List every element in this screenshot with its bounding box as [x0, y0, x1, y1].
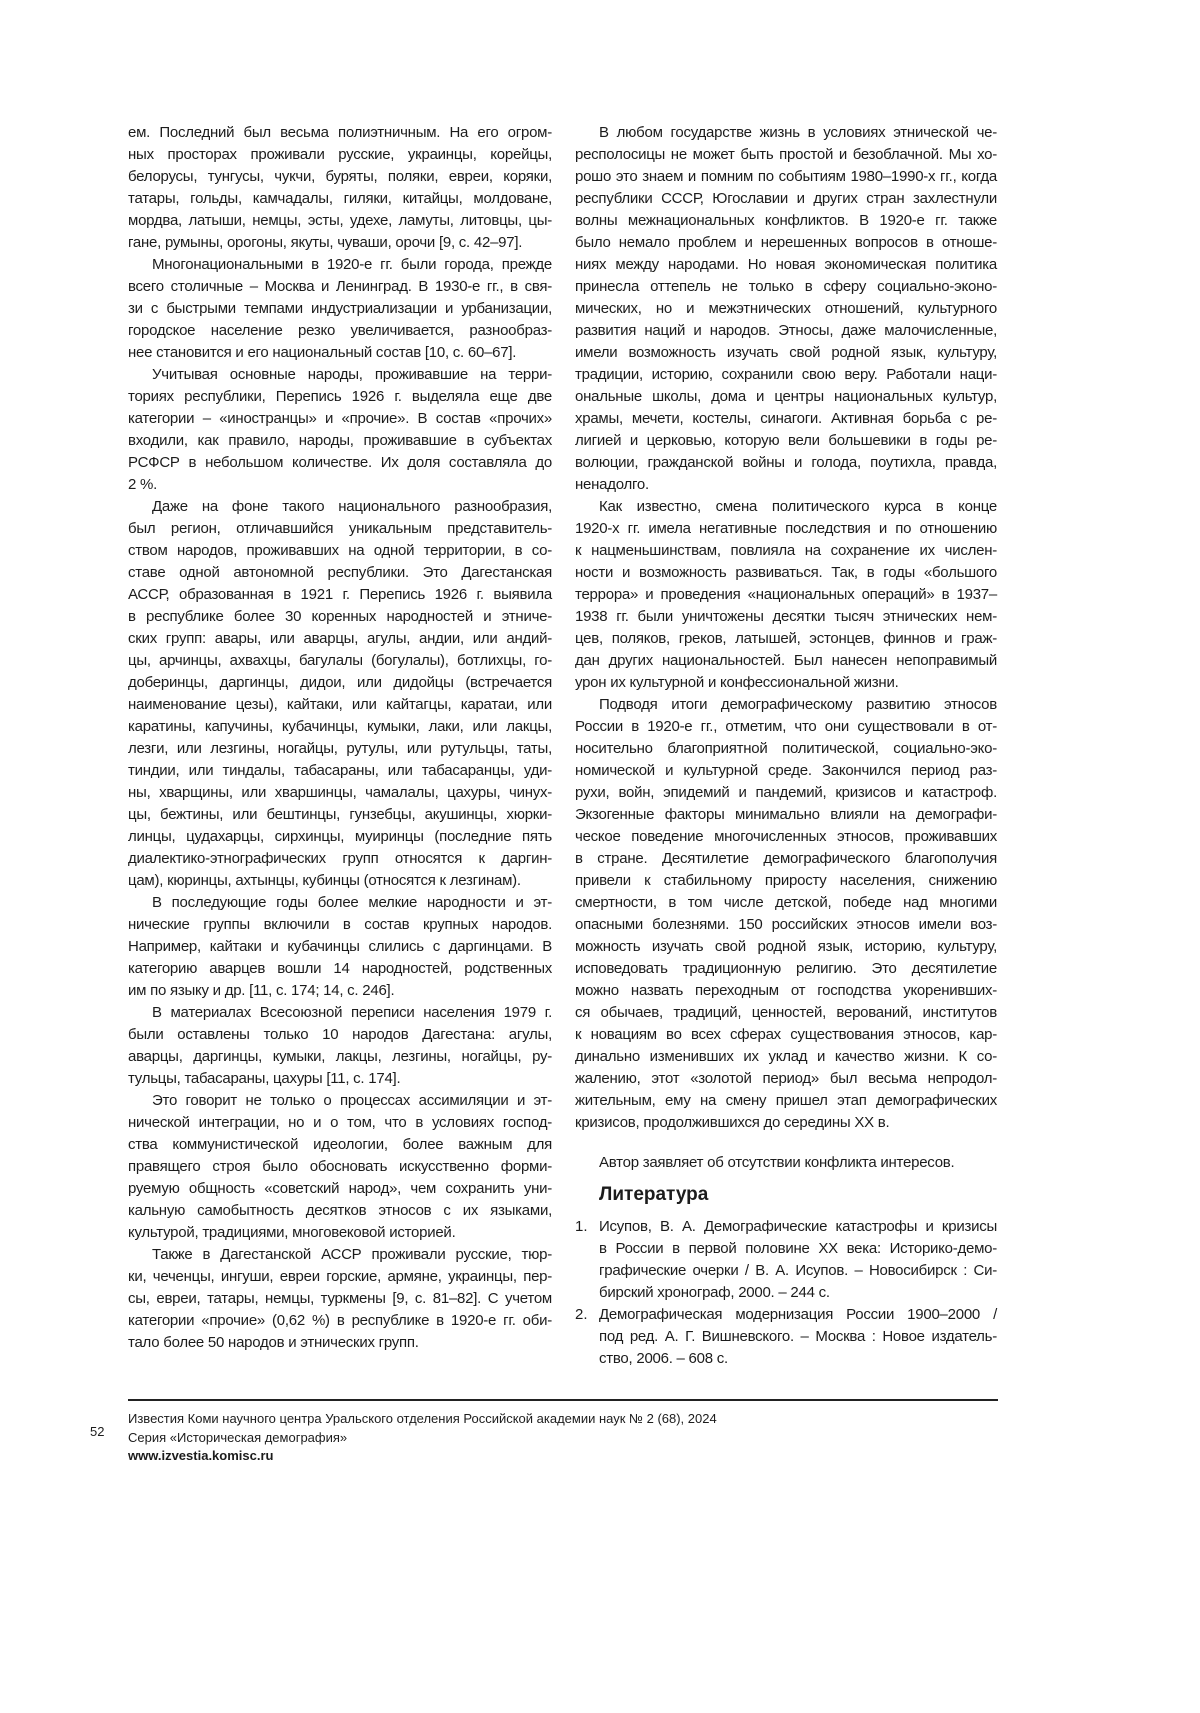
- paragraph: [128, 892, 552, 1002]
- text-line: всего столичные – Москва и Ленинград. В 1930-е гг., в свя-: [128, 276, 552, 298]
- text-line: ством народов, проживавших на одной территории, в со-: [128, 540, 552, 562]
- text-line: террора» и проведения «национальных операций» в 1937–: [575, 584, 997, 606]
- text-line: тало более 50 народов и этнических групп.: [128, 1332, 552, 1354]
- text-line: ских групп: авары, или аварцы, агулы, андии, или андий-: [128, 628, 552, 650]
- text-line: 1920-х гг. имела негативные последствия и по отношению: [575, 518, 997, 540]
- text-line: к новациям во всех сферах существования этносов, кар-: [575, 1024, 997, 1046]
- text-line: нической интеграции, но и о том, что в условиях господ-: [128, 1112, 552, 1134]
- text-line: категорию аварцев вошли 14 народностей, родственных: [128, 958, 552, 980]
- text-line: урон их культурной и конфессиональной жизни.: [575, 672, 997, 694]
- paragraph: [128, 1002, 552, 1090]
- text-line: нее становится и его национальный состав [10, с. 60–67].: [128, 342, 552, 364]
- text-line: каратины, капучины, кубачинцы, кумыки, лаки, или лакцы,: [128, 716, 552, 738]
- text-line: Экзогенные факторы минимально влияли на демографи-: [575, 804, 997, 826]
- text-line: привели к стабильному приросту населения, снижению: [575, 870, 997, 892]
- reference-line: в России в первой половине XX века: Историко-демо-: [599, 1238, 997, 1260]
- reference-number: 1.: [575, 1216, 588, 1238]
- text-line: РСФСР в небольшом количестве. Их доля составляла до: [128, 452, 552, 474]
- text-line: гане, румыны, орогоны, якуты, чуваши, орочи [9, с. 42–97].: [128, 232, 552, 254]
- text-line: В последующие годы более мелкие народности и эт-: [128, 892, 552, 914]
- text-line: кальную самобытность десятков этносов с их языками,: [128, 1200, 552, 1222]
- left-column: [128, 122, 552, 1354]
- text-line: им по языку и др. [11, с. 174; 14, с. 246].: [128, 980, 552, 1002]
- text-line: цам), кюринцы, ахтынцы, кубинцы (относятся к лезгинам).: [128, 870, 552, 892]
- journal-title: Известия Коми научного центра Уральского отделения Российской академии наук № 2 (68), 2024: [128, 1410, 717, 1429]
- text-line: ставе одной автономной республики. Это Дагестанская: [128, 562, 552, 584]
- text-line: волюции, гражданской войны и голода, поутихла, правда,: [575, 452, 997, 474]
- text-line: кризисов, продолжившихся до середины XX в.: [575, 1112, 997, 1134]
- text-line: ных просторах проживали русские, украинцы, корейцы,: [128, 144, 552, 166]
- text-line: ториях республики, Перепись 1926 г. выделяла еще две: [128, 386, 552, 408]
- text-line: традиции, историю, сохранили свою веру. Работали наци-: [575, 364, 997, 386]
- text-line: зи с быстрыми темпами индустриализации и урбанизации,: [128, 298, 552, 320]
- text-line: дан других национальностей. Был нанесен непоправимый: [575, 650, 997, 672]
- paragraph: [128, 496, 552, 892]
- series-title: Серия «Историческая демография»: [128, 1429, 717, 1448]
- text-line: категории «прочие» (0,62 %) в республике в 1920-е гг. оби-: [128, 1310, 552, 1332]
- paragraph: [128, 1090, 552, 1244]
- text-line: ки, чеченцы, ингуши, евреи горские, армяне, украинцы, пер-: [128, 1266, 552, 1288]
- text-line: в стране. Десятилетие демографического благополучия: [575, 848, 997, 870]
- reference-item: [575, 1216, 997, 1304]
- journal-url[interactable]: www.izvestia.komisc.ru: [128, 1447, 717, 1466]
- references-heading: Литература: [575, 1182, 997, 1208]
- reference-line: графические очерки / В. А. Исупов. – Новосибирск : Си-: [599, 1260, 997, 1282]
- text-line: мордва, латыши, немцы, эсты, удехе, ламуты, литовцы, цы-: [128, 210, 552, 232]
- paragraph: [128, 364, 552, 496]
- paragraph: [575, 122, 997, 496]
- text-line: исповедовать традиционную религию. Это десятилетие: [575, 958, 997, 980]
- text-line: ем. Последний был весьма полиэтничным. На его огром-: [128, 122, 552, 144]
- text-line: Подводя итоги демографическому развитию этносов: [575, 694, 997, 716]
- text-line: руемую общность «советский народ», чем сохранить уни-: [128, 1178, 552, 1200]
- text-line: 2 %.: [128, 474, 552, 496]
- text-line: цы, арчинцы, ахвахцы, багулалы (богулалы), ботлихцы, го-: [128, 650, 552, 672]
- text-line: Это говорит не только о процессах ассимиляции и эт-: [128, 1090, 552, 1112]
- text-line: были оставлены только 10 народов Дагестана: агулы,: [128, 1024, 552, 1046]
- text-line: носительно благоприятной политической, социально-эко-: [575, 738, 997, 760]
- text-line: Учитывая основные народы, проживавшие на терри-: [128, 364, 552, 386]
- reference-item: [575, 1304, 997, 1370]
- text-line: храмы, мечети, костелы, синагоги. Активная борьба с ре-: [575, 408, 997, 430]
- text-line: ны, хварщины, или хваршинцы, чамалалы, цахуры, чинух-: [128, 782, 552, 804]
- text-line: лезги, или лезгины, ногайцы, рутулы, или рутульцы, таты,: [128, 738, 552, 760]
- text-line: АССР, образованная в 1921 г. Перепись 1926 г. выявила: [128, 584, 552, 606]
- text-line: городское население резко увеличивается, разнообраз-: [128, 320, 552, 342]
- text-line: белорусы, тунгусы, чукчи, буряты, поляки, евреи, коряки,: [128, 166, 552, 188]
- text-line: доберинцы, даргинцы, дидои, или дидойцы (встречается: [128, 672, 552, 694]
- reference-line: Демографическая модернизация России 1900–2000 /: [599, 1304, 997, 1326]
- text-line: ся обычаев, традиций, ценностей, верований, институтов: [575, 1002, 997, 1024]
- text-line: жительным, ему на смену пришел этап демографических: [575, 1090, 997, 1112]
- paragraph: [128, 1244, 552, 1354]
- text-line: В материалах Всесоюзной переписи населения 1979 г.: [128, 1002, 552, 1024]
- text-line: ности и возможность развиваться. Так, в годы «большого: [575, 562, 997, 584]
- text-line: было немало проблем и нерешенных вопросов в отноше-: [575, 232, 997, 254]
- text-line: линцы, цудахарцы, сирхинцы, муиринцы (последние пять: [128, 826, 552, 848]
- text-line: В любом государстве жизнь в условиях этнической че-: [575, 122, 997, 144]
- text-line: респолосицы не может быть простой и безоблачной. Мы хо-: [575, 144, 997, 166]
- page-number: 52: [90, 1424, 104, 1439]
- text-line: опасными болезнями. 150 российских этносов имели воз-: [575, 914, 997, 936]
- text-line: Также в Дагестанской АССР проживали русские, тюр-: [128, 1244, 552, 1266]
- text-line: имели возможность изучать свой родной язык, культуру,: [575, 342, 997, 364]
- text-line: тульцы, табасараны, цахуры [11, с. 174].: [128, 1068, 552, 1090]
- reference-line: Исупов, В. А. Демографические катастрофы и кризисы: [599, 1216, 997, 1238]
- right-body: [575, 122, 997, 1134]
- text-line: сы, евреи, татары, немцы, туркмены [9, с. 81–82]. С учетом: [128, 1288, 552, 1310]
- text-line: ненадолго.: [575, 474, 997, 496]
- text-line: к нацменьшинствам, повлияла на сохранение их числен-: [575, 540, 997, 562]
- text-line: рухи, войн, эпидемий и пандемий, кризисов и катастроф.: [575, 782, 997, 804]
- text-line: культурой, традициями, многовековой историей.: [128, 1222, 552, 1244]
- text-line: Например, кайтаки и кубачинцы слились с даргинцами. В: [128, 936, 552, 958]
- paragraph: [128, 254, 552, 364]
- text-line: Даже на фоне такого национального разнообразия,: [128, 496, 552, 518]
- text-line: цев, поляков, греков, латышей, эстонцев, финнов и граж-: [575, 628, 997, 650]
- right-column: [575, 122, 997, 1370]
- text-line: ниях между народами. Но новая экономическая политика: [575, 254, 997, 276]
- text-line: Как известно, смена политического курса в конце: [575, 496, 997, 518]
- text-line: тиндии, или тиндалы, табасараны, или табасаранцы, уди-: [128, 760, 552, 782]
- text-line: входили, как правило, народы, проживавшие в субъектах: [128, 430, 552, 452]
- reference-line: бирский хронограф, 2000. – 244 с.: [599, 1282, 997, 1304]
- text-line: аварцы, даргинцы, кумыки, лакцы, лезгины, ногайцы, ру-: [128, 1046, 552, 1068]
- text-line: смертности, в том числе детской, победе над многими: [575, 892, 997, 914]
- text-line: волны межнациональных конфликтов. В 1920-е гг. также: [575, 210, 997, 232]
- text-line: лигией и церковью, которую вели большевики в годы ре-: [575, 430, 997, 452]
- text-line: цы, бежтины, или бештинцы, гунзебцы, акушинцы, хюрки-: [128, 804, 552, 826]
- text-line: ства коммунистической идеологии, более важным для: [128, 1134, 552, 1156]
- text-line: можность изучать свой родной язык, историю, культуру,: [575, 936, 997, 958]
- text-line: номической и культурной среде. Закончился период раз-: [575, 760, 997, 782]
- reference-number: 2.: [575, 1304, 588, 1326]
- text-line: ческое поведение многочисленных этносов, проживавших: [575, 826, 997, 848]
- footer: [128, 1410, 717, 1466]
- text-line: нические группы включили в состав крупных народов.: [128, 914, 552, 936]
- text-line: категории – «иностранцы» и «прочие». В состав «прочих»: [128, 408, 552, 430]
- reference-line: под ред. А. Г. Вишневского. – Москва : Новое издатель-: [599, 1326, 997, 1348]
- references-list: [575, 1216, 997, 1370]
- text-line: правящего строя было обосновать искусственно форми-: [128, 1156, 552, 1178]
- text-line: татары, гольды, камчадалы, гиляки, китайцы, молдоване,: [128, 188, 552, 210]
- text-line: жалению, этот «золотой период» был весьма непродол-: [575, 1068, 997, 1090]
- paragraph: [128, 122, 552, 254]
- text-line: развития наций и народов. Этносы, даже малочисленные,: [575, 320, 997, 342]
- text-line: России в 1920-е гг., отметим, что они существовали в от-: [575, 716, 997, 738]
- conflict-statement: Автор заявляет об отсутствии конфликта интересов.: [575, 1152, 997, 1174]
- text-line: динально изменивших их уклад и качество жизни. К со-: [575, 1046, 997, 1068]
- reference-line: ство, 2006. – 608 с.: [599, 1348, 997, 1370]
- paragraph: [575, 496, 997, 694]
- text-line: рошо это знаем и помним по событиям 1980–1990-х гг., когда: [575, 166, 997, 188]
- text-line: Многонациональными в 1920-е гг. были города, прежде: [128, 254, 552, 276]
- footer-divider: [128, 1399, 998, 1401]
- text-line: 1938 гг. были уничтожены десятки тысяч этнических нем-: [575, 606, 997, 628]
- text-line: принесла оттепель не только в сферу социально-эконо-: [575, 276, 997, 298]
- text-line: наименование цезы), кайтаки, или кайтагцы, каратаи, или: [128, 694, 552, 716]
- text-line: диалектико-этнографических групп относятся к даргин-: [128, 848, 552, 870]
- text-line: был регион, отличавшийся уникальным представитель-: [128, 518, 552, 540]
- text-line: республики СССР, Югославии и других стран захлестнули: [575, 188, 997, 210]
- text-line: ональные школы, дома и центры национальных культур,: [575, 386, 997, 408]
- text-line: в республике более 30 коренных народностей и этниче-: [128, 606, 552, 628]
- text-line: мических, но и межэтнических отношений, культурного: [575, 298, 997, 320]
- text-line: можно назвать переходным от господства укоренивших-: [575, 980, 997, 1002]
- paragraph: [575, 694, 997, 1134]
